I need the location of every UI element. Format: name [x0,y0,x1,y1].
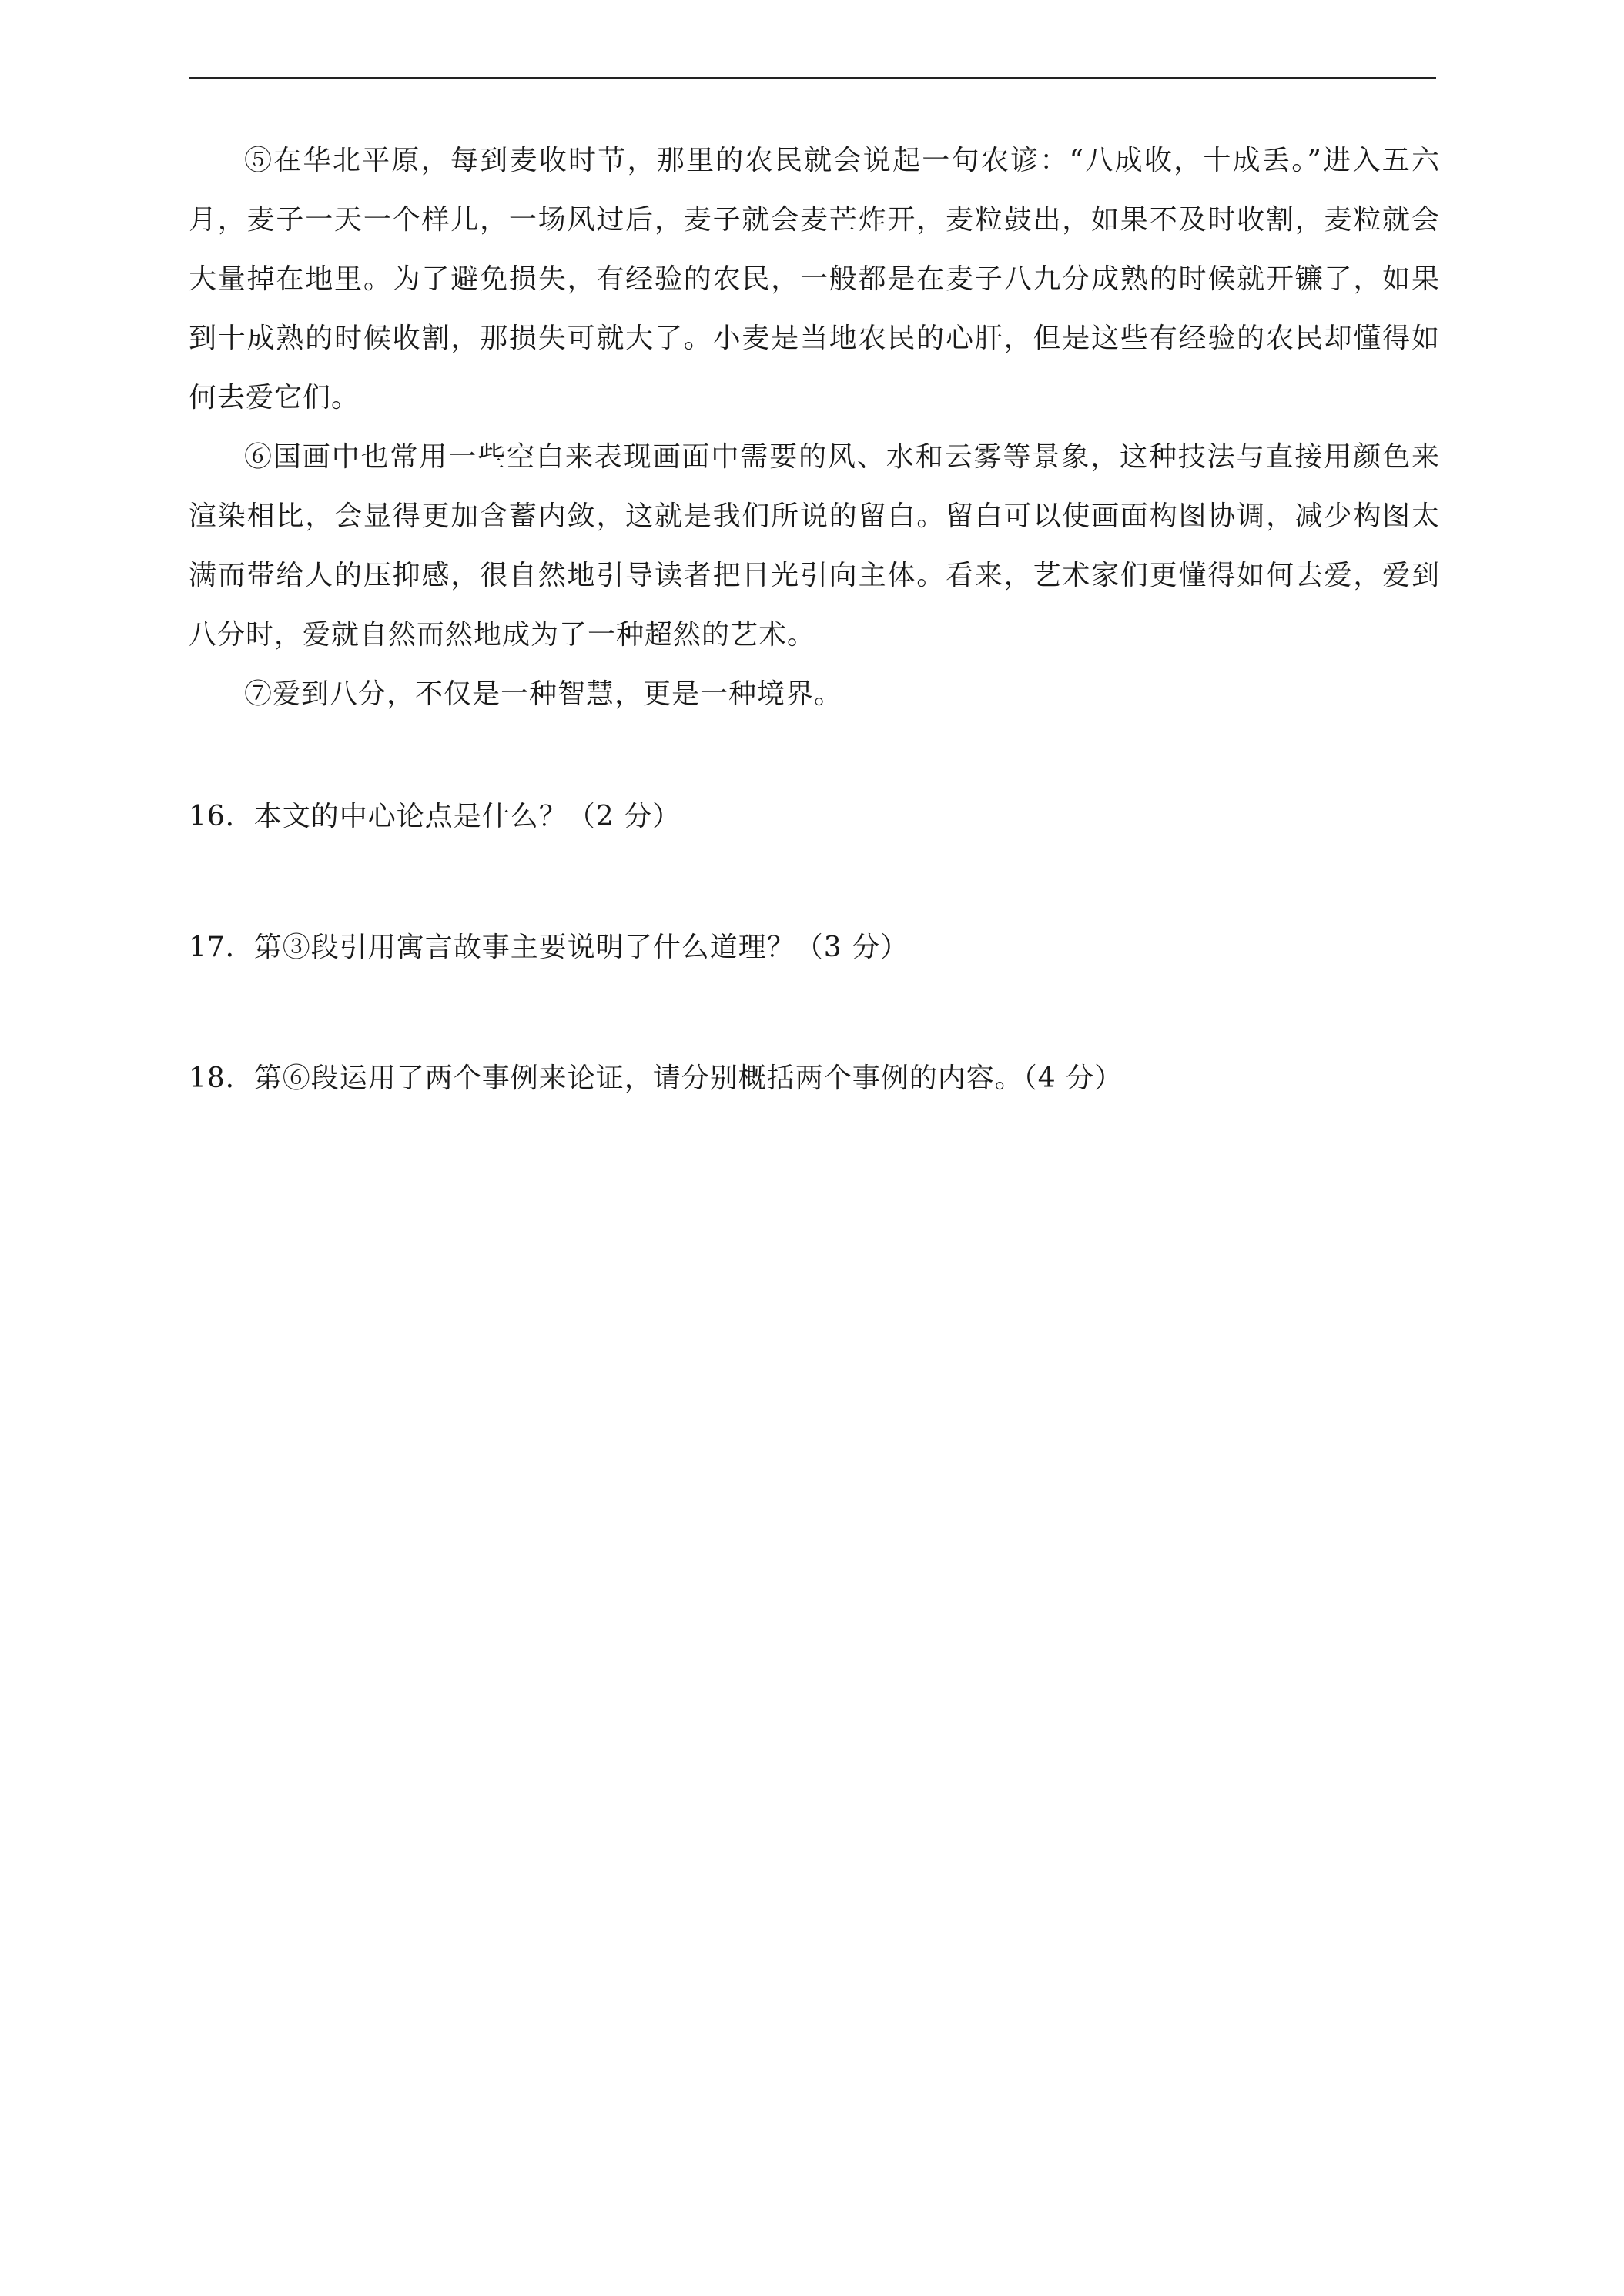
question-18: 18．第⑥段运用了两个事例来论证，请分别概括两个事例的内容。（4 分） [189,1063,1123,1094]
paragraph-6: ⑥国画中也常用一些空白来表现画面中需要的风、水和云雾等景象，这种技法与直接用颜色来渲染相比，会显得更加含蓄内敛，这就是我们所说的留白。留白可以使画面构图协调，减少构图太满而带给人的压抑感，很自然地引导读者把目光引向主体。看来，艺术家们更懂得如何去爱，爱到八分时，爱就自然而然地成为了一种超然的艺术。 [189,441,1440,651]
paragraph-5: ⑤在华北平原，每到麦收时节，那里的农民就会说起一句农谚：“八成收，十成丢。”进入五六月，麦子一天一个样儿，一场风过后，麦子就会麦芒炸开，麦粒鼓出，如果不及时收割，麦粒就会大量掉在地里。为了避免损失，有经验的农民，一般都是在麦子八九分成熟的时候就开镰了，如果到十成熟的时候收割，那损失可就大了。小麦是当地农民的心肝，但是这些有经验的农民却懂得如何去爱它们。 [189,145,1440,413]
header-rule [189,77,1436,79]
paragraph-7: ⑦爱到八分，不仅是一种智慧，更是一种境界。 [244,678,843,710]
document-body [189,131,1440,1108]
question-17: 17．第③段引用寓言故事主要说明了什么道理？（3 分） [189,932,909,963]
question-16: 16．本文的中心论点是什么？（2 分） [189,801,681,832]
